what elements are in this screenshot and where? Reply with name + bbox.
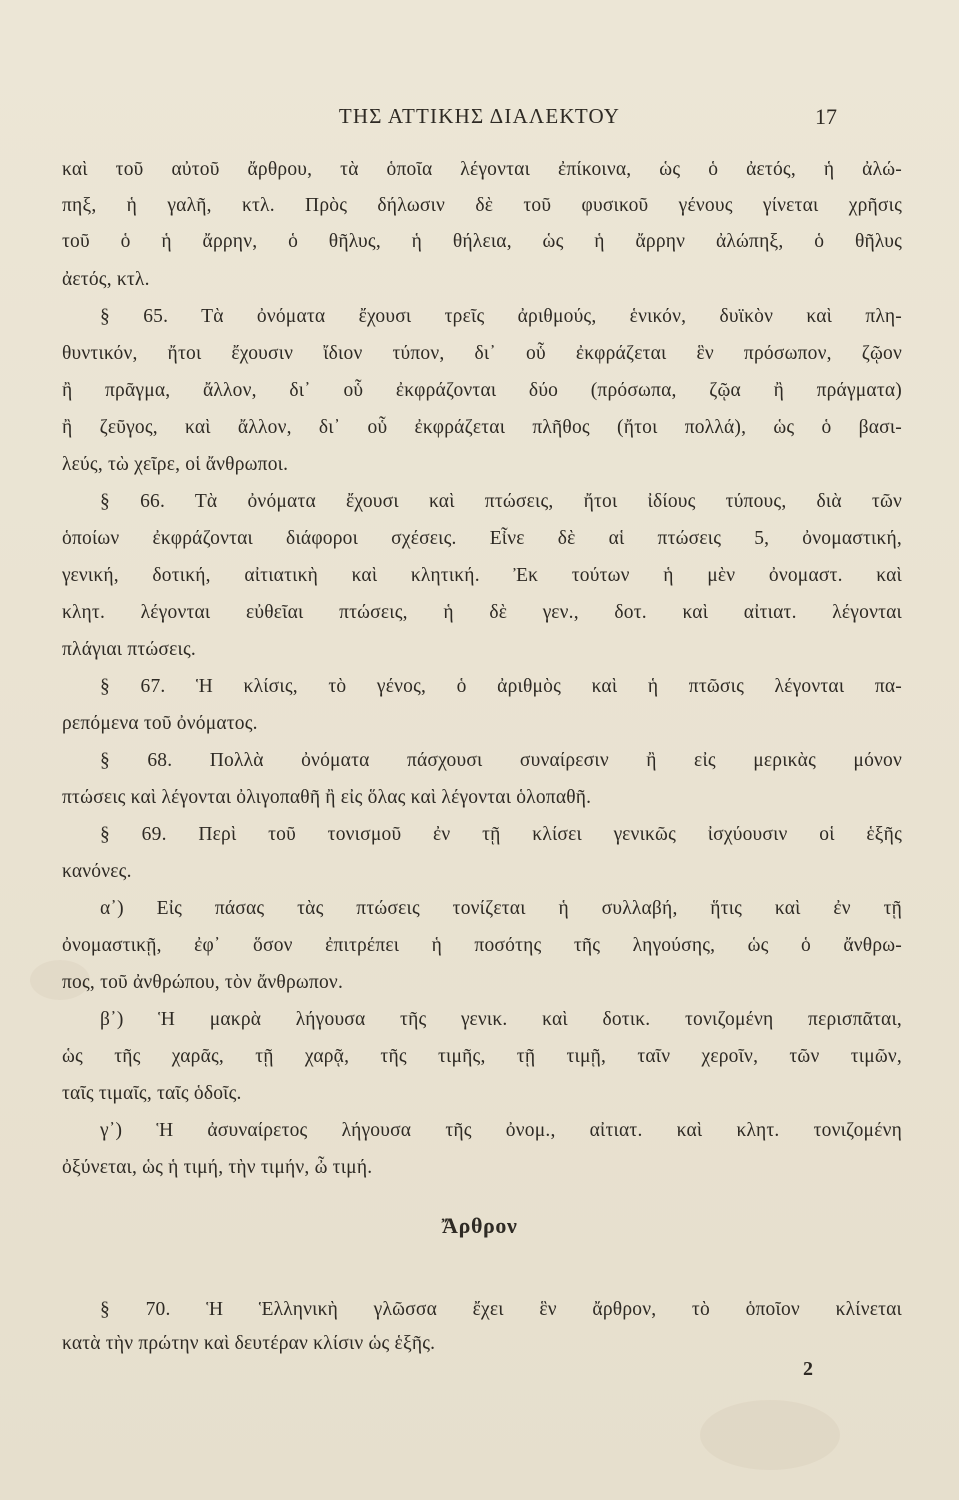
text-line: πος, τοῦ ἀνθρώπου, τὸν ἄνθρωπον. xyxy=(62,972,344,993)
text-line: πλάγιαι πτώσεις. xyxy=(62,639,196,660)
running-head xyxy=(0,104,959,134)
text-line: ἢ πρᾶγμα, ἄλλον, δι᾽ οὗ ἐκφράζονται δύο (πρόσωπα, ζῷα ἢ πράγματα) xyxy=(62,380,902,401)
paragraph-65-start: § 65. Τὰ ὀνόματα ἔχουσι τρεῖς ἀριθμούς, ἑνικόν, δυϊκὸν καὶ πλη- xyxy=(100,306,902,327)
running-title: ΤΗΣ ΑΤΤΙΚΗΣ ΔΙΑΛΕΚΤΟΥ xyxy=(338,104,621,128)
paragraph-68-start: § 68. Πολλὰ ὀνόματα πάσχουσι συναίρεσιν ἢ εἰς μερικὰς μόνον xyxy=(100,750,902,771)
paper-stain xyxy=(700,1400,840,1470)
text-line: θυντικόν, ἤτοι ἔχουσιν ἴδιον τύπον, δι᾽ οὗ ἐκφράζεται ἓν πρόσωπον, ζῷον xyxy=(62,343,902,364)
paragraph-69-start: § 69. Περὶ τοῦ τονισμοῦ ἐν τῇ κλίσει γενικῶς ἰσχύουσιν οἱ ἑξῆς xyxy=(100,824,902,845)
text-line: κατὰ τὴν πρώτην καὶ δευτέραν κλίσιν ὡς ἑξῆς. xyxy=(62,1333,436,1354)
text-line: ἢ ζεῦγος, καὶ ἄλλον, δι᾽ οὗ ἐκφράζεται πλῆθος (ἤτοι πολλά), ὡς ὁ βασι- xyxy=(62,417,902,438)
text-line: κανόνες. xyxy=(62,861,132,882)
signature-mark: 2 xyxy=(803,1358,813,1380)
text-line: ὀξύνεται, ὡς ἡ τιμή, τὴν τιμήν, ὦ τιμή. xyxy=(62,1157,373,1178)
rule-b-start: β᾽) Ἡ μακρὰ λήγουσα τῆς γενικ. καὶ δοτικ. τονιζομένη περισπᾶται, xyxy=(100,1009,902,1030)
text-line: λεύς, τὼ χεῖρε, οἱ ἄνθρωποι. xyxy=(62,454,289,475)
text-line: ὡς τῆς χαρᾶς, τῇ χαρᾷ, τῆς τιμῆς, τῇ τιμῇ, ταῖν χεροῖν, τῶν τιμῶν, xyxy=(62,1046,902,1067)
paragraph-70-start: § 70. Ἡ Ἑλληνικὴ γλῶσσα ἔχει ἓν ἄρθρον, τὸ ὁποῖον κλίνεται xyxy=(100,1299,902,1320)
text-line: ἀετός, κτλ. xyxy=(62,269,150,290)
rule-a-start: α᾽) Εἰς πάσας τὰς πτώσεις τονίζεται ἡ συλλαβή, ἥτις καὶ ἐν τῇ xyxy=(100,898,902,919)
text-line: ταῖς τιμαῖς, ταῖς ὁδοῖς. xyxy=(62,1083,242,1104)
text-line: τοῦ ὁ ἡ ἄρρην, ὁ θῆλυς, ἡ θήλεια, ὡς ἡ ἄρρην ἀλώπηξ, ὁ θῆλυς xyxy=(62,231,902,252)
text-line: πτώσεις καὶ λέγονται ὀλιγοπαθῆ ἢ εἰς ὅλας καὶ λέγονται ὁλοπαθῆ. xyxy=(62,787,592,808)
page-number: 17 xyxy=(815,104,837,129)
text-line: γενική, δοτική, αἰτιατικὴ καὶ κλητική. Ἐκ τούτων ἡ μὲν ὀνομαστ. καὶ xyxy=(62,565,902,586)
paragraph-66-start: § 66. Τὰ ὀνόματα ἔχουσι καὶ πτώσεις, ἤτοι ἰδίους τύπους, διὰ τῶν xyxy=(100,491,902,512)
text-line: κλητ. λέγονται εὐθεῖαι πτώσεις, ἡ δὲ γεν., δοτ. καὶ αἰτιατ. λέγονται xyxy=(62,602,902,623)
paragraph-67-start: § 67. Ἡ κλίσις, τὸ γένος, ὁ ἀριθμὸς καὶ ἡ πτῶσις λέγονται πα- xyxy=(100,676,902,697)
text-line: ὁποίων ἐκφράζονται διάφοροι σχέσεις. Εἶνε δὲ αἱ πτώσεις 5, ὀνομαστική, xyxy=(62,528,902,549)
text-line: πηξ, ἡ γαλῆ, κτλ. Πρὸς δήλωσιν δὲ τοῦ φυσικοῦ γένους γίνεται χρῆσις xyxy=(62,195,902,216)
rule-c-start: γ᾽) Ἡ ἀσυναίρετος λήγουσα τῆς ὀνομ., αἰτιατ. καὶ κλητ. τονιζομένη xyxy=(100,1120,902,1141)
section-heading: Ἄρθρον xyxy=(441,1213,518,1238)
text-line: ὀνομαστικῇ, ἐφ᾽ ὅσον ἐπιτρέπει ἡ ποσότης τῆς ληγούσης, ὡς ὁ ἄνθρω- xyxy=(62,935,902,956)
text-line: καὶ τοῦ αὐτοῦ ἄρθρου, τὰ ὁποῖα λέγονται ἐπίκοινα, ὡς ὁ ἀετός, ἡ ἀλώ- xyxy=(62,159,902,180)
text-line: ρεπόμενα τοῦ ὀνόματος. xyxy=(62,713,258,734)
